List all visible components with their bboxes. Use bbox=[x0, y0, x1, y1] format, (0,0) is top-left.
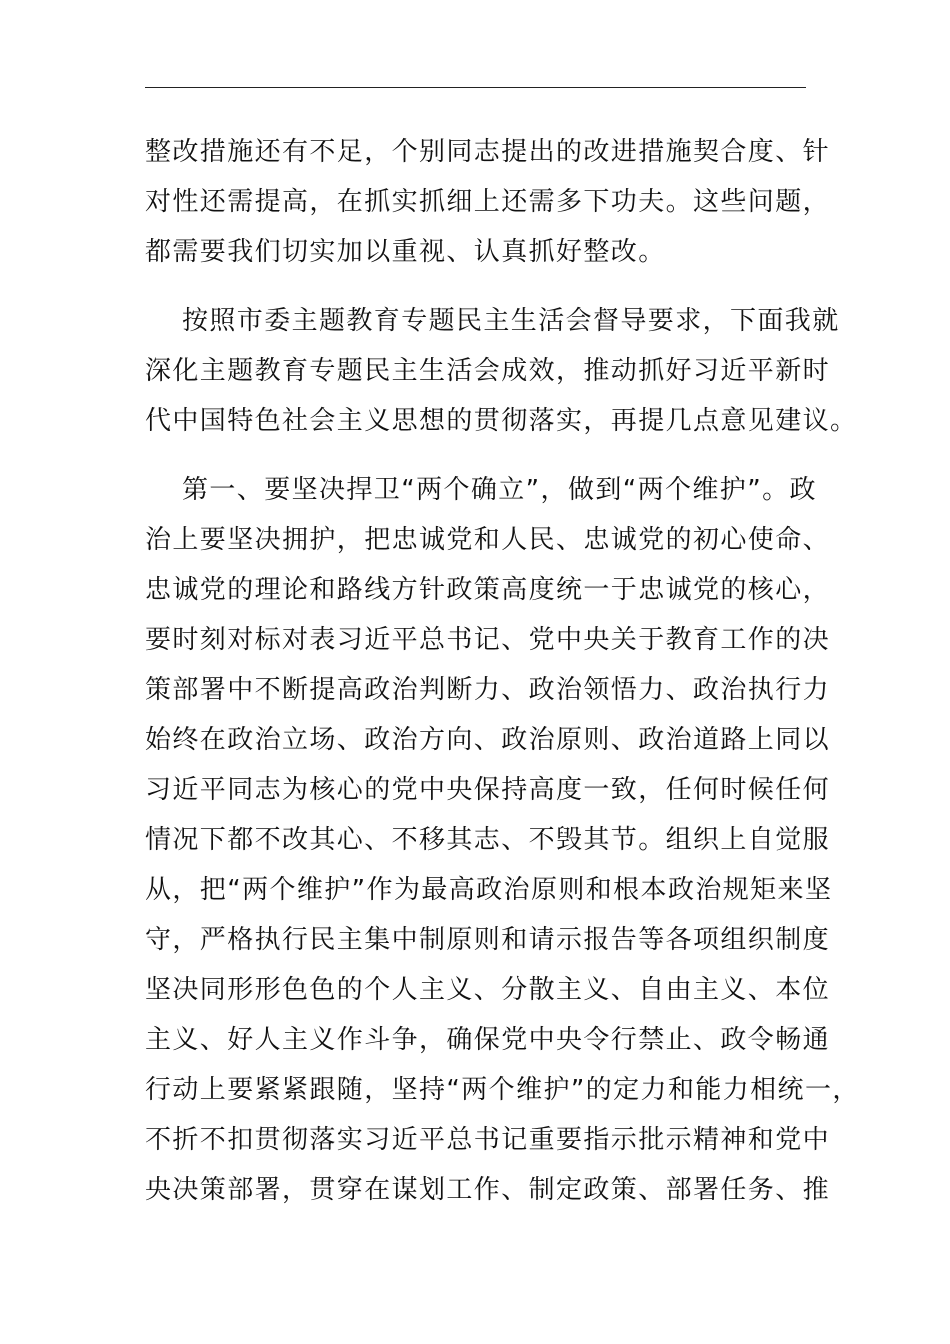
text-line: 对性还需提高，在抓实抓细上还需多下功夫。这些问题， bbox=[145, 187, 831, 217]
header-rule bbox=[145, 87, 806, 88]
paragraph-continuation bbox=[145, 127, 835, 277]
text-line: 要时刻对标对表习近平总书记、党中央关于教育工作的决 bbox=[145, 625, 831, 655]
text-line: 行动上要紧紧跟随，坚持“两个维护”的定力和能力相统一， bbox=[145, 1075, 860, 1105]
text-line: 治上要坚决拥护，把忠诚党和人民、忠诚党的初心使命、 bbox=[145, 525, 831, 555]
text-line: 从，把“两个维护”作为最高政治原则和根本政治规矩来坚 bbox=[145, 875, 833, 905]
text-line: 整改措施还有不足，个别同志提出的改进措施契合度、针 bbox=[145, 137, 831, 167]
paragraph-gap bbox=[145, 446, 835, 465]
text-line: 主义、好人主义作斗争，确保党中央令行禁止、政令畅通 bbox=[145, 1025, 831, 1055]
text-line: 代中国特色社会主义思想的贯彻落实，再提几点意见建议。 bbox=[145, 406, 858, 436]
text-line: 忠诚党的理论和路线方针政策高度统一于忠诚党的核心， bbox=[145, 575, 831, 605]
text-line: 央决策部署，贯穿在谋划工作、制定政策、部署任务、推 bbox=[145, 1175, 831, 1205]
text-line: 情况下都不改其心、不移其志、不毁其节。组织上自觉服 bbox=[145, 825, 831, 855]
text-line: 不折不扣贯彻落实习近平总书记重要指示批示精神和党中 bbox=[145, 1125, 831, 1155]
text-line: 第一、要坚决捍卫“两个确立”，做到“两个维护”。政 bbox=[182, 475, 817, 505]
text-line: 按照市委主题教育专题民主生活会督导要求，下面我就 bbox=[182, 306, 840, 336]
text-line: 坚决同形形色色的个人主义、分散主义、自由主义、本位 bbox=[145, 975, 831, 1005]
text-line: 始终在政治立场、政治方向、政治原则、政治道路上同以 bbox=[145, 725, 831, 755]
document-body bbox=[145, 127, 860, 1215]
text-line: 习近平同志为核心的党中央保持高度一致，任何时候任何 bbox=[145, 775, 831, 805]
text-line: 守，严格执行民主集中制原则和请示报告等各项组织制度 bbox=[145, 925, 831, 955]
text-line: 都需要我们切实加以重视、认真抓好整改。 bbox=[145, 237, 666, 267]
paragraph-gap bbox=[145, 277, 835, 296]
paragraph-intro bbox=[145, 296, 858, 446]
text-line: 策部署中不断提高政治判断力、政治领悟力、政治执行力 bbox=[145, 675, 831, 705]
paragraph-point-one bbox=[145, 465, 860, 1215]
text-line: 深化主题教育专题民主生活会成效，推动抓好习近平新时 bbox=[145, 356, 831, 386]
